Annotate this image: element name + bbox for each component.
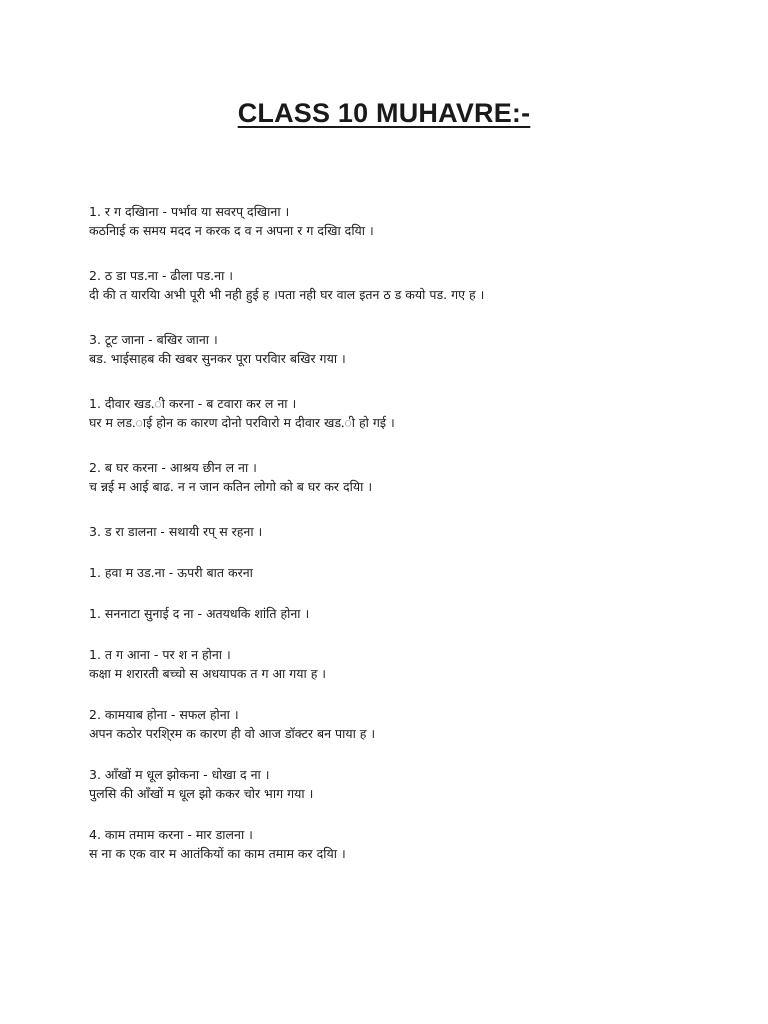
document-title: CLASS 10 MUHAVRE:- — [237, 98, 531, 128]
idiom-entry — [89, 266, 674, 304]
idiom-example: च न्नई म आई बाढ. न न जान कतिन लोगो को ब घर कर दयिा । — [89, 479, 373, 494]
idiom-example: पुलसि की आँखों म धूल झो ककर चोर भाग गया । — [89, 786, 314, 801]
idiom-example: स ना क एक वार म आतंकियों का काम तमाम कर दयिा । — [89, 846, 346, 861]
idiom-entry — [89, 330, 674, 368]
idiom-example: कक्षा म शरारती बच्चो स अधयापक त ग आ गया ह । — [89, 666, 327, 681]
idiom-entry — [89, 645, 674, 683]
idiom-heading: 1. दीवार खड.ी करना - ब टवारा कर ल ना । — [89, 396, 297, 411]
idiom-list — [89, 202, 674, 863]
idiom-example: घर म लड.ाई होन क कारण दोनो परविारो म दीवार खड.ी हो गई । — [89, 415, 395, 430]
idiom-heading: 3. टूट जाना - बखिर जाना । — [89, 332, 218, 347]
idiom-heading: 1. त ग आना - पर श न होना । — [89, 647, 231, 662]
idiom-entry — [89, 458, 674, 496]
idiom-example: कठनािई क समय मदद न करक द व न अपना र ग दखिा दयिा । — [89, 223, 374, 238]
idiom-heading: 4. काम तमाम करना - मार डालना । — [89, 827, 253, 842]
idiom-entry — [89, 825, 674, 863]
idiom-entry — [89, 705, 674, 743]
idiom-heading: 2. कामयाब होना - सफल होना । — [89, 707, 239, 722]
idiom-entry — [89, 202, 674, 240]
idiom-example: दी की त यारयिा अभी पूरी भी नही हुई ह ।पता नही घर वाल इतन ठ ड कयो पड. गए ह । — [89, 287, 485, 302]
idiom-heading: 3. ड रा डालना - सथायी रप् स रहना । — [89, 524, 263, 539]
idiom-heading: 2. ठ डा पड.ना - ढीला पड.ना । — [89, 268, 234, 283]
idiom-heading: 1. र ग दखिाना - पर्भाव या सवरप् दखिाना । — [89, 204, 290, 219]
idiom-heading: 1. सननाटा सुनाई द ना - अतयधकि शांति होना । — [89, 606, 310, 621]
idiom-entry — [89, 394, 674, 432]
idiom-entry — [89, 563, 674, 582]
idiom-heading: 3. आँखों म धूल झोकना - धोखा द ना । — [89, 767, 270, 782]
idiom-entry — [89, 765, 674, 803]
idiom-entry — [89, 522, 674, 541]
idiom-example: बड. भाईसाहब की खबर सुनकर पूरा परविार बखिर गया । — [89, 351, 346, 366]
idiom-entry — [89, 604, 674, 623]
idiom-heading: 2. ब घर करना - आश्रय छीन ल ना । — [89, 460, 257, 475]
idiom-example: अपन कठोर परशि्रम क कारण ही वो आज डॉक्टर बन पाया ह । — [89, 726, 376, 741]
idiom-heading: 1. हवा म उड.ना - ऊपरी बात करना — [89, 565, 253, 580]
